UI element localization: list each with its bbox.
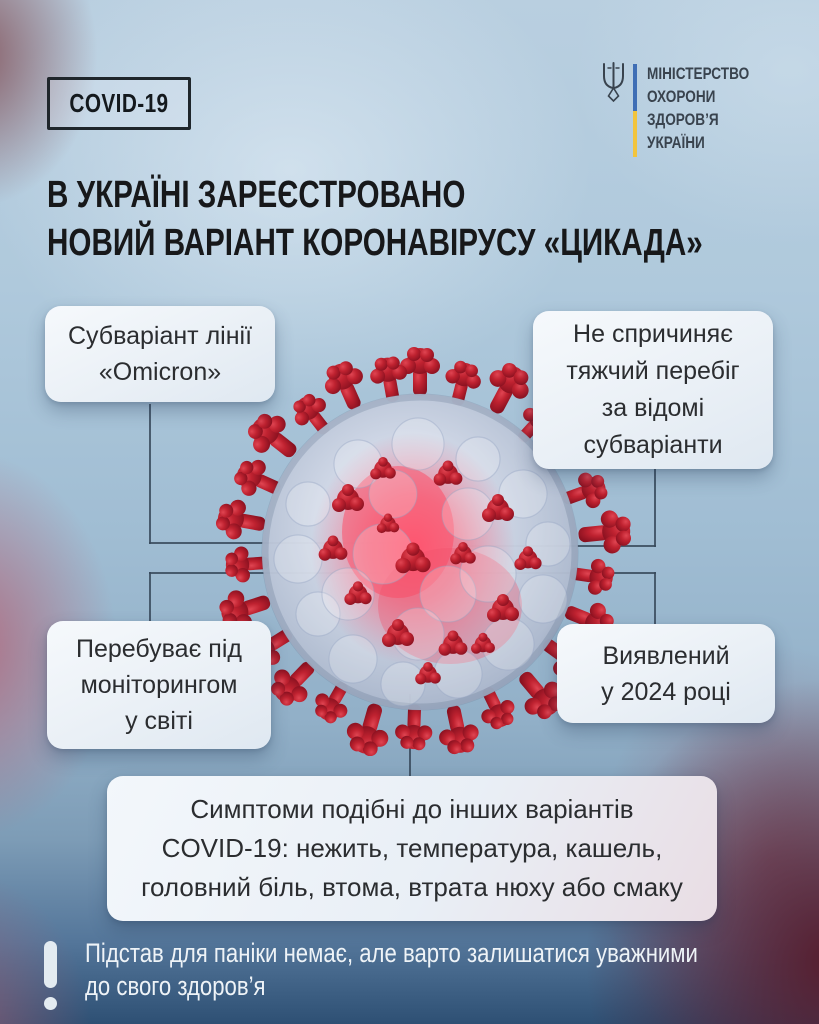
- fact-box-omicron: Субваріант лінії «Omicron»: [45, 306, 275, 402]
- ministry-logo: [600, 61, 775, 157]
- page-title: В УКРАЇНІ ЗАРЕЄСТРОВАНО: [47, 174, 466, 216]
- ministry-name-line: УКРАЇНИ: [647, 133, 705, 152]
- flag-bar-yellow: [633, 111, 637, 158]
- ministry-name-line: МІНІСТЕРСТВО: [647, 64, 750, 83]
- connector-line: [149, 404, 151, 544]
- covid19-badge-label: COVID-19: [69, 88, 169, 118]
- ministry-name: [647, 61, 775, 154]
- page-title-line2: НОВИЙ ВАРІАНТ КОРОНАВІРУСУ «ЦИКАДА»: [47, 222, 703, 264]
- exclamation-icon-dot: [44, 997, 57, 1010]
- exclamation-icon: [44, 941, 57, 988]
- ministry-name-line: ЗДОРОВ’Я: [647, 110, 719, 129]
- footer-note: Підстав для паніки немає, але варто залишатися уважними: [85, 938, 698, 968]
- fact-box-detected: Виявлений у 2024 році: [557, 624, 775, 723]
- ministry-name-line: ОХОРОНИ: [647, 87, 716, 106]
- flag-bar: [633, 64, 637, 157]
- connector-line: [149, 572, 151, 622]
- footer-note-line2: до свого здоров’я: [85, 971, 266, 1001]
- covid19-badge: [47, 77, 191, 130]
- tryzub-icon: [600, 61, 627, 103]
- connector-line: [654, 468, 656, 547]
- fact-box-monitoring: Перебуває під моніторингом у світі: [47, 621, 271, 749]
- fact-box-severity: Не спричиняє тяжчий перебіг за відомі субваріанти: [533, 311, 773, 469]
- connector-line: [654, 572, 656, 625]
- flag-bar-blue: [633, 64, 637, 111]
- symptoms-box: Симптоми подібні до інших варіантів COVID-19: нежить, температура, кашель, головний біль, втома, втрата нюху або смаку: [107, 776, 717, 921]
